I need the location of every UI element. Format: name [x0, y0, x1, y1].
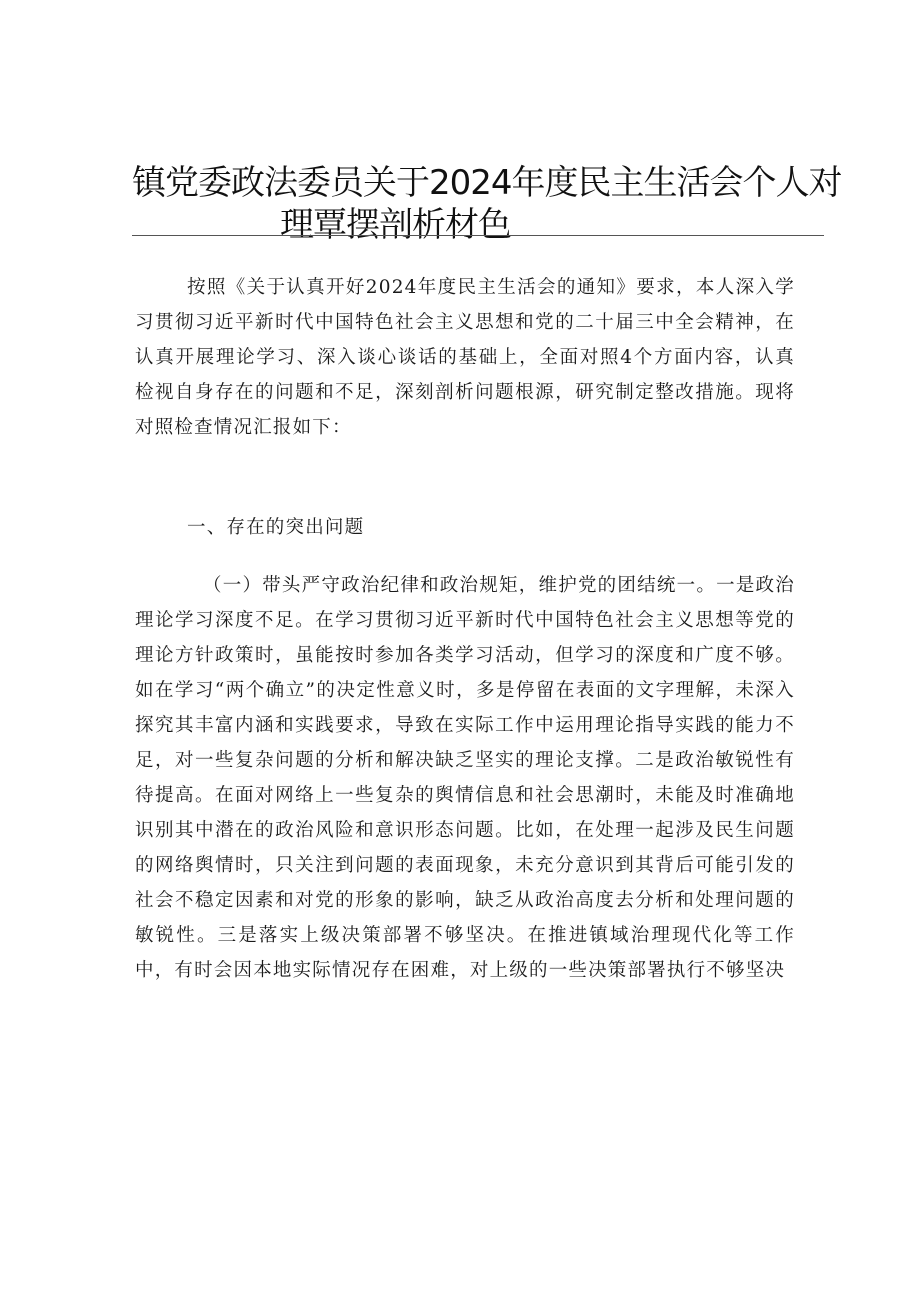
- title-divider: [132, 235, 824, 236]
- body-paragraph: （一）带头严守政治纪律和政治规矩，维护党的团结统一。一是政治理论学习深度不足。在学习贯彻习近平新时代中国特色社会主义思想等党的理论方针政策时，虽能按时参加各类学习活动，但学习的深度和广度不够。如在学习“两个确立”的决定性意义时，多是停留在表面的文字理解，未深入探究其丰富内涵和实践要求，导致在实际工作中运用理论指导实践的能力不足，对一些复杂问题的分析和解决缺乏坚实的理论支撑。二是政治敏锐性有待提高。在面对网络上一些复杂的舆情信息和社会思潮时，未能及时准确地识别其中潜在的政治风险和意识形态问题。比如，在处理一起涉及民生问题的网络舆情时，只关注到问题的表面现象，未充分意识到其背后可能引发的社会不稳定因素和对党的形象的影响，缺乏从政治高度去分析和处理问题的敏锐性。三是落实上级决策部署不够坚决。在推进镇域治理现代化等工作中，有时会因本地实际情况存在困难，对上级的一些决策部署执行不够坚决: [135, 575, 795, 981]
- section-heading: 一、存在的突出问题: [187, 517, 365, 538]
- intro-paragraph: 按照《关于认真开好2024年度民主生活会的通知》要求，本人深入学习贯彻习近平新时代中国特色社会主义思想和党的二十届三中全会精神，在认真开展理论学习、深入谈心谈话的基础上，全面对照4个方面内容，认真检视自身存在的问题和不足，深刻剖析问题根源，研究制定整改措施。现将对照检查情况汇报如下：: [135, 277, 795, 438]
- document-title: [132, 162, 842, 246]
- title-line-2: 理覃摆剖析材色: [280, 205, 511, 245]
- title-line-1: 镇党委政法委员关于2024年度民主生活会个人对: [132, 163, 842, 203]
